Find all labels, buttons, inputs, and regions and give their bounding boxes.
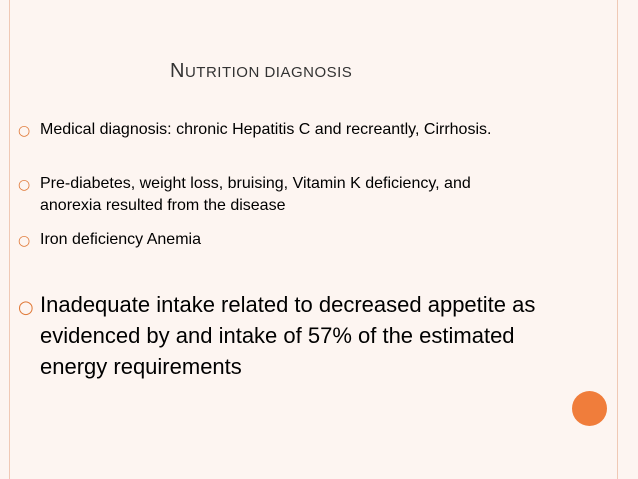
orange-circle-icon — [572, 391, 607, 426]
bullet-text: Medical diagnosis: chronic Hepatitis C and recreantly, Cirrhosis. — [40, 121, 492, 138]
hollow-circle-bullet-icon: ○ — [18, 297, 34, 318]
title-first-letter: N — [170, 60, 185, 82]
left-border-rule — [9, 0, 10, 479]
right-border-rule — [617, 0, 618, 479]
slide-title — [170, 60, 352, 83]
hollow-circle-bullet-icon: ○ — [18, 233, 31, 249]
hollow-circle-bullet-icon: ○ — [18, 177, 31, 193]
bullet-item-anemia — [18, 229, 498, 251]
bullet-item-comorbidities — [18, 173, 498, 217]
bullet-text: Inadequate intake related to decreased appetite as evidenced by and intake of 57% of the estimated energy requirements — [40, 292, 536, 379]
bullet-text: Pre-diabetes, weight loss, bruising, Vitamin K deficiency, and anorexia resulted from the disease — [40, 175, 471, 214]
bullet-text: Iron deficiency Anemia — [40, 231, 201, 248]
title-rest: UTRITION DIAGNOSIS — [184, 64, 353, 81]
hollow-circle-bullet-icon: ○ — [18, 123, 31, 139]
bullet-item-pes-statement — [18, 289, 578, 382]
bullet-item-medical-diagnosis — [18, 119, 498, 141]
